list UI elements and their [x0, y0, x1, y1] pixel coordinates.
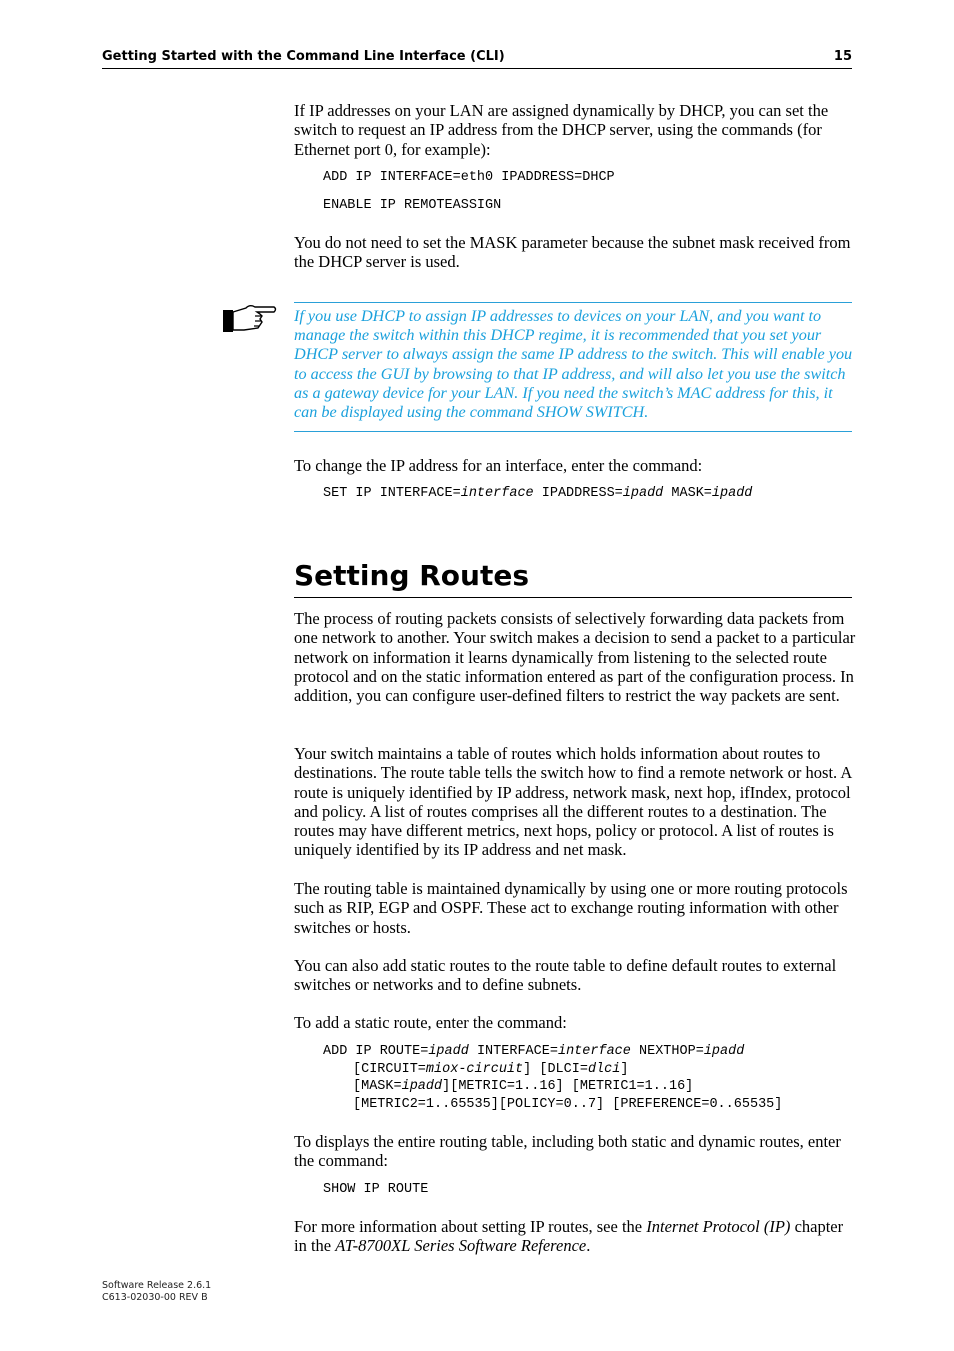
intro-paragraph: If IP addresses on your LAN are assigned dynamically by DHCP, you can set the switch to request an IP address from the DHCP server, using the commands (for Ethernet port 0, for example):: [294, 101, 829, 159]
note-box: [294, 302, 852, 432]
routing-paragraph-5: To add a static route, enter the command:: [294, 1013, 567, 1032]
page-footer: [102, 1280, 211, 1304]
dhcp-command: ADD IP INTERFACE=eth0 IPADDRESS=DHCP: [323, 170, 615, 185]
change-ip-paragraph: To change the IP address for an interface, enter the command:: [294, 456, 703, 475]
route-command-line-1: ADD IP ROUTE=ipadd INTERFACE=interface NEXTHOP=ipadd: [323, 1044, 745, 1059]
show-route-command: SHOW IP ROUTE: [323, 1182, 429, 1197]
set-ip-command: SET IP INTERFACE=interface IPADDRESS=ipadd MASK=ipadd: [323, 486, 753, 501]
footer-release: Software Release 2.6.1: [102, 1280, 212, 1291]
remoteassign-command: ENABLE IP REMOTEASSIGN: [323, 198, 502, 213]
section-heading: Setting Routes: [294, 556, 852, 598]
pointing-hand-icon: [222, 302, 278, 334]
routing-paragraph-3: The routing table is maintained dynamically by using one or more routing protocols such as RIP, EGP and OSPF. These act to exchange routing information with other switches or hosts.: [294, 879, 848, 937]
route-command-line-4: [METRIC2=1..65535][POLICY=0..7] [PREFERENCE=0..65535]: [353, 1097, 783, 1112]
header-title: Getting Started with the Command Line Interface (CLI): [102, 49, 505, 64]
page-number: 15: [833, 49, 852, 64]
route-command-line-2: [CIRCUIT=miox-circuit] [DLCI=dlci]: [353, 1062, 629, 1077]
route-command-line-3: [MASK=ipadd][METRIC=1..16] [METRIC1=1..16]: [353, 1079, 694, 1094]
mask-paragraph: You do not need to set the MASK parameter because the subnet mask received from the DHCP server is used.: [294, 233, 851, 272]
routing-paragraph-6: To displays the entire routing table, including both static and dynamic routes, enter the command:: [294, 1132, 841, 1171]
routing-paragraph-4: You can also add static routes to the route table to define default routes to external switches or networks and to define subnets.: [294, 956, 837, 995]
routing-paragraph-7: For more information about setting IP routes, see the Internet Protocol (IP) chapter in the AT-8700XL Series Software Reference.: [294, 1217, 844, 1256]
footer-doc-number: C613-02030-00 REV B: [102, 1292, 208, 1303]
routing-paragraph-2: Your switch maintains a table of routes which holds information about routes to destinations. The route table tells the switch how to find a remote network or host. A route is uniquely identified by IP address, network mask, next hop, ifIndex, protocol and policy. A list of routes comprises all the different routes to a destination. The routes may have different metrics, next hops, policy or protocol. A list of routes is uniquely identified by its IP address and net mask.: [294, 744, 852, 860]
routing-paragraph-1: The process of routing packets consists of selectively forwarding data packets from one network to another. Your switch makes a decision to send a packet to a particular network on information it learns dynamically from listening to the selected route protocol and on the static information entered as part of the configuration process. In addition, you can configure user-defined filters to restrict the way packets are sent.: [294, 609, 856, 706]
page-header: [102, 48, 852, 69]
note-text: If you use DHCP to assign IP addresses to devices on your LAN, and you want to manage the switch within this DHCP regime, it is recommended that you set your DHCP server to always assign the same IP address to the switch. This will enable you to access the GUI by browsing to that IP address, and will also let you use the switch as a gateway device for your LAN. If you need the switch’s MAC address for this, it can be displayed using the command SHOW SWITCH.: [294, 307, 853, 422]
